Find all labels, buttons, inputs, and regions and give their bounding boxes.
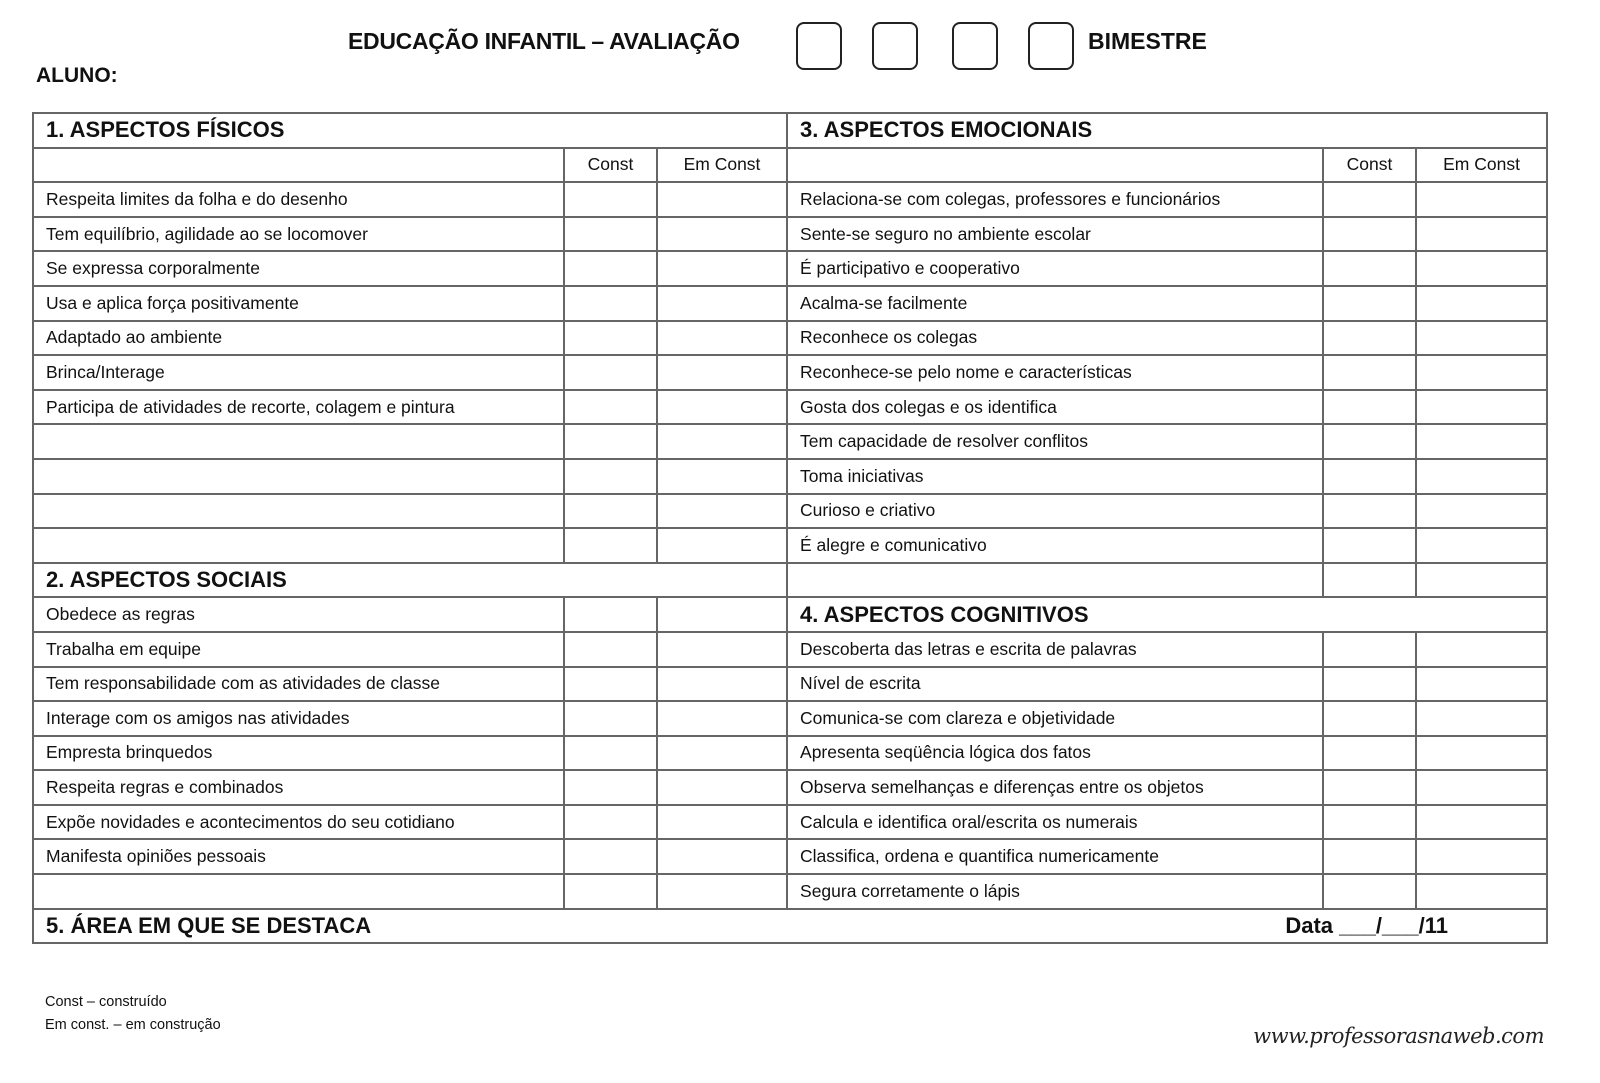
const-cell[interactable]: [564, 424, 657, 459]
table-row: [33, 563, 1547, 598]
bimestre-checkbox-2[interactable]: [872, 22, 918, 70]
const-cell[interactable]: [564, 597, 657, 632]
em-const-cell[interactable]: [657, 494, 787, 529]
criterion-label: Tem capacidade de resolver conflitos: [787, 424, 1323, 459]
em-const-cell[interactable]: [657, 632, 787, 667]
table-row: [33, 632, 1547, 667]
const-cell[interactable]: [564, 321, 657, 356]
em-const-cell[interactable]: [1416, 217, 1547, 252]
table-row: [33, 286, 1547, 321]
const-cell[interactable]: [564, 701, 657, 736]
const-cell[interactable]: [1323, 563, 1416, 598]
table-row: [33, 424, 1547, 459]
criterion-label: Classifica, ordena e quantifica numericamente: [787, 839, 1323, 874]
const-cell[interactable]: [1323, 632, 1416, 667]
em-const-cell[interactable]: [657, 321, 787, 356]
em-const-cell[interactable]: [657, 770, 787, 805]
const-cell[interactable]: [564, 770, 657, 805]
table-row: [33, 770, 1547, 805]
criterion-label: É participativo e cooperativo: [787, 251, 1323, 286]
const-cell[interactable]: [1323, 217, 1416, 252]
table-row: [33, 251, 1547, 286]
criterion-label: [33, 874, 564, 909]
em-const-cell[interactable]: [1416, 805, 1547, 840]
criterion-label: Observa semelhanças e diferenças entre os objetos: [787, 770, 1323, 805]
criterion-label: [33, 494, 564, 529]
criterion-label: Expõe novidades e acontecimentos do seu cotidiano: [33, 805, 564, 840]
section-title-sociais: 2. ASPECTOS SOCIAIS: [33, 563, 787, 598]
const-cell[interactable]: [1323, 736, 1416, 771]
column-header-em-const: Em Const: [1416, 148, 1547, 183]
form-title: EDUCAÇÃO INFANTIL – AVALIAÇÃO: [348, 28, 740, 54]
em-const-cell[interactable]: [1416, 424, 1547, 459]
table-row: [33, 874, 1547, 909]
em-const-cell[interactable]: [1416, 355, 1547, 390]
criterion-label: Apresenta seqüência lógica dos fatos: [787, 736, 1323, 771]
const-cell[interactable]: [564, 355, 657, 390]
table-row: [33, 597, 1547, 632]
table-row: [33, 805, 1547, 840]
em-const-cell[interactable]: [657, 839, 787, 874]
bimestre-label: BIMESTRE: [1088, 28, 1207, 54]
table-row: [33, 148, 1547, 183]
criterion-label: Tem responsabilidade com as atividades de classe: [33, 667, 564, 702]
em-const-cell[interactable]: [657, 528, 787, 563]
criterion-label: Respeita regras e combinados: [33, 770, 564, 805]
const-cell[interactable]: [1323, 251, 1416, 286]
criterion-label: Manifesta opiniões pessoais: [33, 839, 564, 874]
criterion-label: Obedece as regras: [33, 597, 564, 632]
em-const-cell[interactable]: [657, 736, 787, 771]
table-row: [33, 459, 1547, 494]
em-const-cell[interactable]: [1416, 182, 1547, 217]
bimestre-checkbox-1[interactable]: [796, 22, 842, 70]
em-const-cell[interactable]: [1416, 701, 1547, 736]
empty-cell: [787, 563, 1323, 598]
const-cell[interactable]: [1323, 355, 1416, 390]
em-const-cell[interactable]: [657, 182, 787, 217]
criterion-label: Trabalha em equipe: [33, 632, 564, 667]
table-row: [33, 701, 1547, 736]
criterion-label: Descoberta das letras e escrita de palavras: [787, 632, 1323, 667]
header-blank: [33, 148, 564, 183]
column-header-const: Const: [564, 148, 657, 183]
table-row: [33, 839, 1547, 874]
criterion-label: Toma iniciativas: [787, 459, 1323, 494]
const-cell[interactable]: [564, 182, 657, 217]
const-cell[interactable]: [564, 736, 657, 771]
bimestre-checkbox-3[interactable]: [952, 22, 998, 70]
criterion-label: Comunica-se com clareza e objetividade: [787, 701, 1323, 736]
const-cell[interactable]: [564, 286, 657, 321]
em-const-cell[interactable]: [657, 217, 787, 252]
const-cell[interactable]: [1323, 286, 1416, 321]
const-cell[interactable]: [564, 839, 657, 874]
const-cell[interactable]: [564, 667, 657, 702]
const-cell[interactable]: [1323, 528, 1416, 563]
criterion-label: Segura corretamente o lápis: [787, 874, 1323, 909]
criterion-label: [33, 424, 564, 459]
em-const-cell[interactable]: [657, 597, 787, 632]
criterion-label: Se expressa corporalmente: [33, 251, 564, 286]
section-title-cognitivos: 4. ASPECTOS COGNITIVOS: [787, 597, 1547, 632]
criterion-label: Empresta brinquedos: [33, 736, 564, 771]
criterion-label: Tem equilíbrio, agilidade ao se locomover: [33, 217, 564, 252]
criterion-label: Interage com os amigos nas atividades: [33, 701, 564, 736]
date-field[interactable]: Data ___/___/11: [1285, 912, 1449, 938]
em-const-cell[interactable]: [1416, 251, 1547, 286]
evaluation-table: [32, 112, 1548, 944]
em-const-cell[interactable]: [1416, 736, 1547, 771]
legend-em-const: Em const. – em construção: [45, 1017, 221, 1033]
table-row: [33, 113, 1547, 148]
const-cell[interactable]: [564, 251, 657, 286]
em-const-cell[interactable]: [1416, 528, 1547, 563]
const-cell[interactable]: [1323, 424, 1416, 459]
em-const-cell[interactable]: [1416, 494, 1547, 529]
criterion-label: Adaptado ao ambiente: [33, 321, 564, 356]
table-row: [33, 355, 1547, 390]
em-const-cell[interactable]: [1416, 770, 1547, 805]
criterion-label: Reconhece os colegas: [787, 321, 1323, 356]
em-const-cell[interactable]: [657, 424, 787, 459]
section-title-destaca: 5. ÁREA EM QUE SE DESTACA: [46, 912, 372, 938]
const-cell[interactable]: [1323, 874, 1416, 909]
em-const-cell[interactable]: [1416, 286, 1547, 321]
const-cell[interactable]: [564, 528, 657, 563]
column-header-em-const: Em Const: [657, 148, 787, 183]
criterion-label: Sente-se seguro no ambiente escolar: [787, 217, 1323, 252]
criterion-label: Calcula e identifica oral/escrita os numerais: [787, 805, 1323, 840]
const-cell[interactable]: [564, 632, 657, 667]
header-blank: [787, 148, 1323, 183]
const-cell[interactable]: [1323, 701, 1416, 736]
const-cell[interactable]: [564, 390, 657, 425]
em-const-cell[interactable]: [1416, 390, 1547, 425]
criterion-label: Relaciona-se com colegas, professores e funcionários: [787, 182, 1323, 217]
section-title-emocionais: 3. ASPECTOS EMOCIONAIS: [787, 113, 1547, 148]
em-const-cell[interactable]: [1416, 321, 1547, 356]
em-const-cell[interactable]: [657, 390, 787, 425]
const-cell[interactable]: [1323, 494, 1416, 529]
table-row: [33, 217, 1547, 252]
criterion-label: Acalma-se facilmente: [787, 286, 1323, 321]
section-destaca: [33, 909, 1547, 944]
const-cell[interactable]: [1323, 182, 1416, 217]
const-cell[interactable]: [1323, 667, 1416, 702]
criterion-label: [33, 459, 564, 494]
section-title-fisicos: 1. ASPECTOS FÍSICOS: [33, 113, 787, 148]
table-row: [33, 667, 1547, 702]
em-const-cell[interactable]: [1416, 563, 1547, 598]
const-cell[interactable]: [1323, 459, 1416, 494]
em-const-cell[interactable]: [657, 874, 787, 909]
bimestre-checkbox-4[interactable]: [1028, 22, 1074, 70]
em-const-cell[interactable]: [1416, 839, 1547, 874]
criterion-label: Nível de escrita: [787, 667, 1323, 702]
criterion-label: Respeita limites da folha e do desenho: [33, 182, 564, 217]
const-cell[interactable]: [564, 874, 657, 909]
const-cell[interactable]: [1323, 321, 1416, 356]
const-cell[interactable]: [564, 459, 657, 494]
const-cell[interactable]: [564, 805, 657, 840]
const-cell[interactable]: [1323, 770, 1416, 805]
criterion-label: Brinca/Interage: [33, 355, 564, 390]
aluno-label: ALUNO:: [36, 64, 118, 87]
em-const-cell[interactable]: [657, 701, 787, 736]
criterion-label: [33, 528, 564, 563]
em-const-cell[interactable]: [657, 459, 787, 494]
em-const-cell[interactable]: [657, 355, 787, 390]
criterion-label: Participa de atividades de recorte, colagem e pintura: [33, 390, 564, 425]
const-cell[interactable]: [1323, 839, 1416, 874]
table-row: [33, 736, 1547, 771]
legend-const: Const – construído: [45, 994, 167, 1010]
watermark: www.professorasnaweb.com: [1253, 1024, 1544, 1048]
table-row: [33, 321, 1547, 356]
em-const-cell[interactable]: [1416, 874, 1547, 909]
criterion-label: É alegre e comunicativo: [787, 528, 1323, 563]
em-const-cell[interactable]: [657, 667, 787, 702]
criterion-label: Reconhece-se pelo nome e características: [787, 355, 1323, 390]
criterion-label: Gosta dos colegas e os identifica: [787, 390, 1323, 425]
em-const-cell[interactable]: [1416, 459, 1547, 494]
criterion-label: Curioso e criativo: [787, 494, 1323, 529]
em-const-cell[interactable]: [657, 286, 787, 321]
const-cell[interactable]: [1323, 390, 1416, 425]
const-cell[interactable]: [564, 217, 657, 252]
const-cell[interactable]: [1323, 805, 1416, 840]
table-row: [33, 390, 1547, 425]
const-cell[interactable]: [564, 494, 657, 529]
em-const-cell[interactable]: [1416, 632, 1547, 667]
em-const-cell[interactable]: [657, 805, 787, 840]
table-row: [33, 528, 1547, 563]
em-const-cell[interactable]: [657, 251, 787, 286]
criterion-label: Usa e aplica força positivamente: [33, 286, 564, 321]
table-row: [33, 494, 1547, 529]
column-header-const: Const: [1323, 148, 1416, 183]
em-const-cell[interactable]: [1416, 667, 1547, 702]
table-row: [33, 182, 1547, 217]
table-row: [33, 909, 1547, 944]
